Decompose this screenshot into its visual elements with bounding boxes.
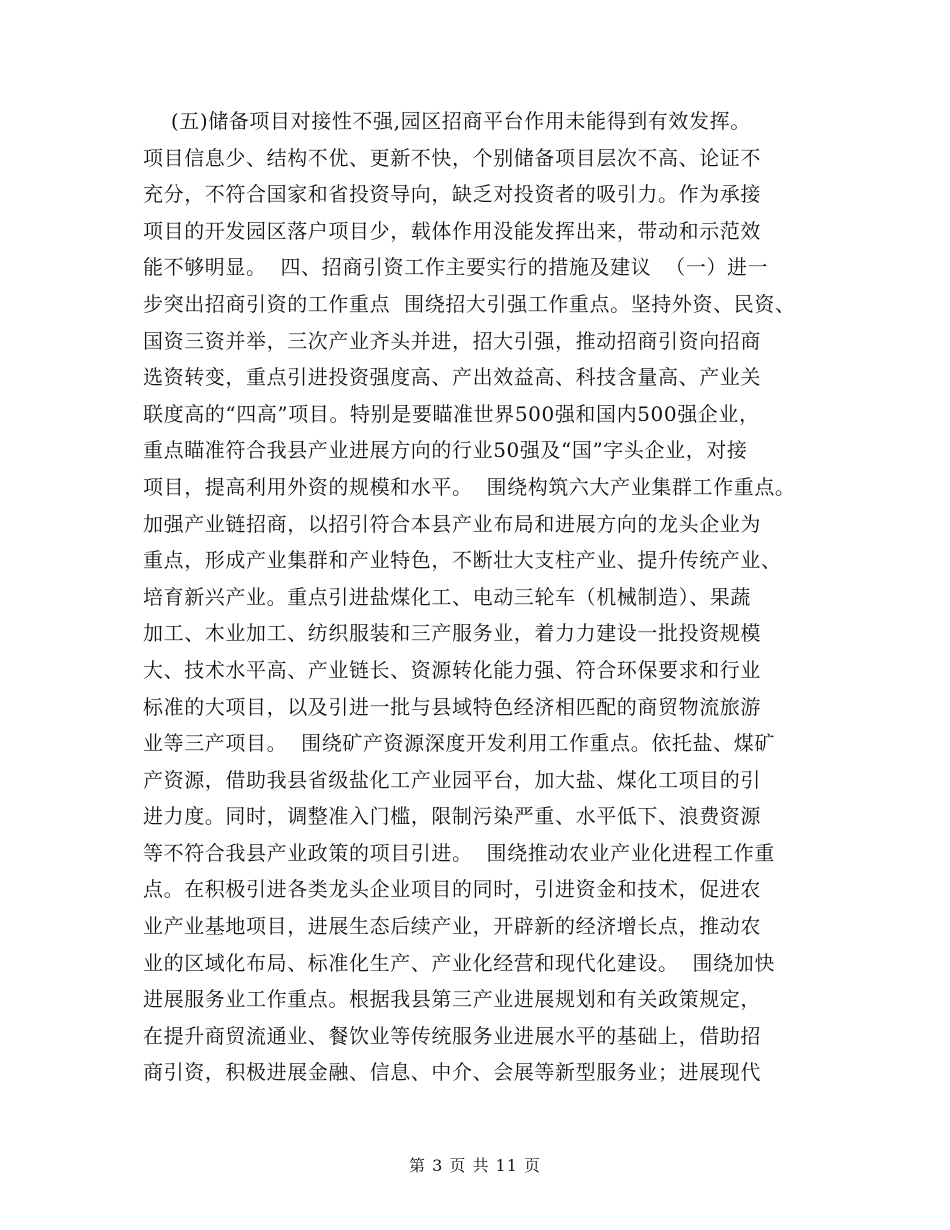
text-line: 联度高的“四高”项目。特别是要瞄准世界500强和国内500强企业， bbox=[143, 401, 760, 426]
text-line: 商引资，积极进展金融、信息、中介、会展等新型服务业；进展现代 bbox=[143, 1060, 761, 1085]
text-line: 步突出招商引资的工作重点 围绕招大引强工作重点。坚持外资、民资、 bbox=[143, 291, 796, 316]
text-line: 国资三资并举，三次产业齐头并进，招大引强，推动招商引资向招商 bbox=[143, 328, 761, 353]
text-line: 培育新兴产业。重点引进盐煤化工、电动三轮车（机械制造）、果蔬 bbox=[143, 584, 751, 609]
text-line: 进力度。同时，调整准入门槛，限制污染严重、水平低下、浪费资源 bbox=[143, 804, 761, 829]
text-line: 加工、木业加工、纺织服装和三产服务业，着力力建设一批投资规模 bbox=[143, 621, 761, 646]
text-line: 业产业基地项目，进展生态后续产业，开辟新的经济增长点，推动农 bbox=[143, 914, 761, 939]
text-line: 加强产业链招商，以招引符合本县产业布局和进展方向的龙头企业为 bbox=[143, 511, 761, 536]
text-line: 重点，形成产业集群和产业特色，不断壮大支柱产业、提升传统产业、 bbox=[143, 548, 782, 573]
text-line: 业的区域化布局、标准化生产、产业化经营和现代化建设。 围绕加快 bbox=[143, 950, 775, 975]
text-line: 项目，提高利用外资的规模和水平。 围绕构筑六大产业集群工作重点。 bbox=[143, 474, 796, 499]
text-line: 在提升商贸流通业、餐饮业等传统服务业进展水平的基础上，借助招 bbox=[143, 1023, 761, 1048]
text-line: 进展服务业工作重点。根据我县第三产业进展规划和有关政策规定， bbox=[143, 987, 761, 1012]
text-line: 项目的开发园区落户项目少，载体作用没能发挥出来，带动和示范效 bbox=[143, 218, 761, 243]
text-line: 标准的大项目，以及引进一批与县域特色经济相匹配的商贸物流旅游 bbox=[143, 694, 761, 719]
text-line: 大、技术水平高、产业链长、资源转化能力强、符合环保要求和行业 bbox=[143, 657, 761, 682]
text-line: (五)储备项目对接性不强,园区招商平台作用未能得到有效发挥。 bbox=[143, 109, 751, 133]
text-line: 重点瞄准符合我县产业进展方向的行业50强及“国”字头企业，对接 bbox=[143, 438, 748, 463]
text-line: 产资源，借助我县省级盐化工产业园平台，加大盐、煤化工项目的引 bbox=[143, 767, 761, 792]
text-line: 等不符合我县产业政策的项目引进。 围绕推动农业产业化进程工作重 bbox=[143, 840, 775, 865]
page-footer: 第 3 页 共 11 页 bbox=[409, 1156, 541, 1175]
text-line: 业等三产项目。 围绕矿产资源深度开发利用工作重点。依托盐、煤矿 bbox=[143, 731, 775, 756]
text-line: 点。在积极引进各类龙头企业项目的同时，引进资金和技术，促进农 bbox=[143, 877, 761, 902]
document-body bbox=[143, 103, 833, 1091]
text-line: 能不够明显。 四、招商引资工作主要实行的措施及建议 （一）进一 bbox=[143, 255, 769, 280]
text-line: 充分，不符合国家和省投资导向，缺乏对投资者的吸引力。作为承接 bbox=[143, 182, 761, 207]
text-line: 选资转变，重点引进投资强度高、产出效益高、科技含量高、产业关 bbox=[143, 365, 761, 390]
text-line: 项目信息少、结构不优、更新不快，个别储备项目层次不高、论证不 bbox=[143, 145, 761, 170]
